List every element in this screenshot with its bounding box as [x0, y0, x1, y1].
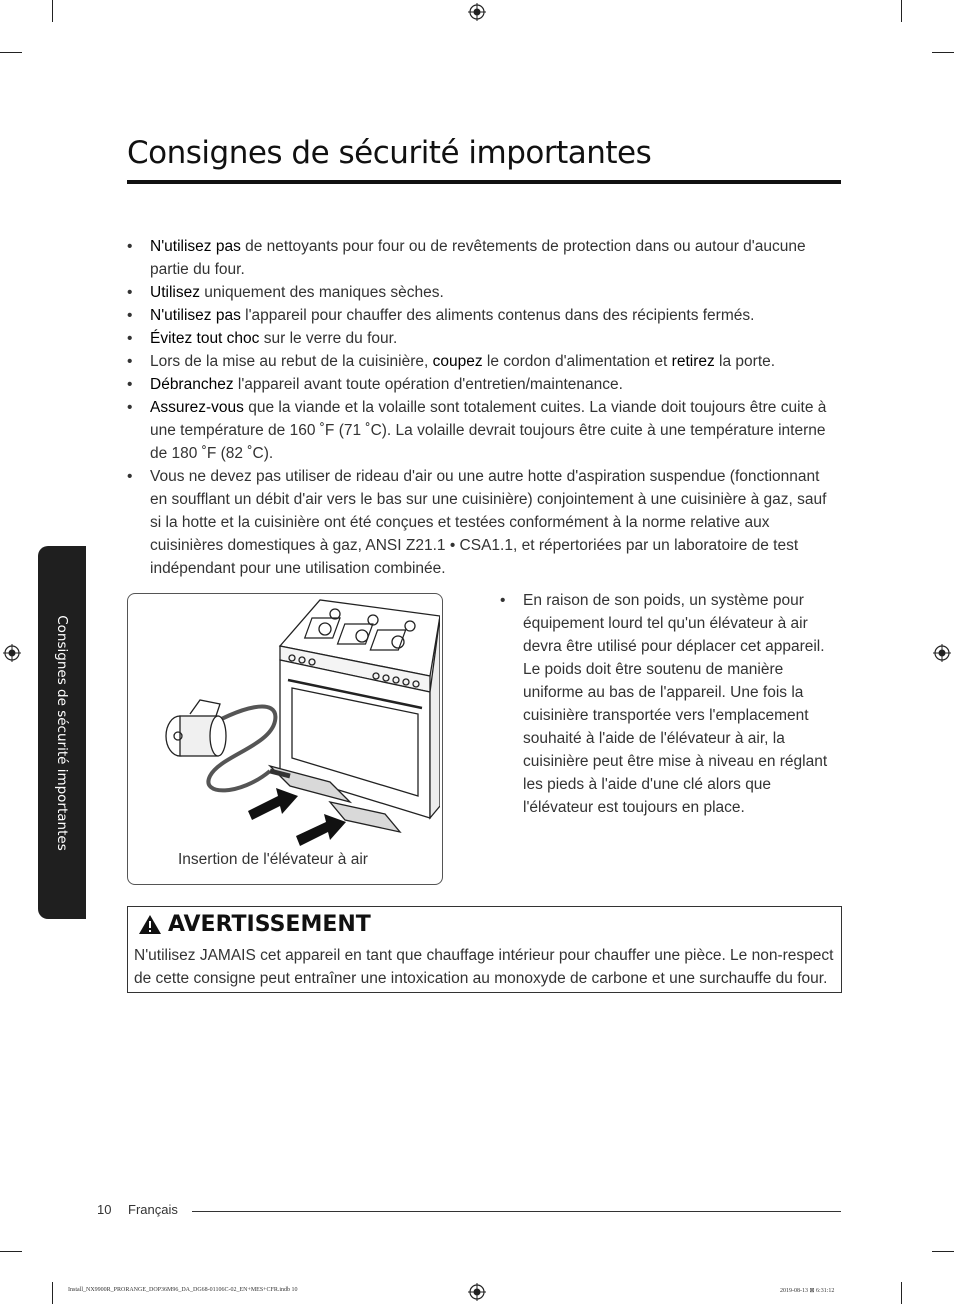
print-file-info: Install_NX9900R_PRORANGE_DOP36M96_DA_DG68-01106C-02_EN+MES+CFR.indb 10	[68, 1287, 298, 1293]
registration-mark-icon	[468, 3, 486, 21]
bullet-text: l'appareil avant toute opération d'entretien/maintenance.	[233, 376, 623, 393]
bullet-lead: retirez	[671, 353, 715, 370]
footer-language: Français	[128, 1202, 178, 1217]
bullet-lead: N'utilisez pas	[150, 307, 241, 324]
print-timestamp: 2019-08-13 ⊠ 6:31:12	[780, 1288, 835, 1294]
bullet-lead: Utilisez	[150, 284, 200, 301]
list-item	[127, 327, 839, 350]
bullet-lead: Assurez-vous	[150, 399, 244, 416]
figure-caption: Insertion de l'élévateur à air	[178, 851, 368, 868]
bullet-text: sur le verre du four.	[259, 330, 398, 347]
bullet-text: de nettoyants pour four ou de revêtements de protection dans ou autour d'aucune partie du four.	[150, 238, 806, 278]
bullet-text: le cordon d'alimentation et	[482, 353, 672, 370]
crop-mark	[0, 1251, 22, 1252]
registration-mark-icon	[3, 644, 21, 662]
bullet-lead: Débranchez	[150, 376, 234, 393]
side-tab	[38, 546, 86, 919]
crop-mark	[0, 52, 22, 53]
warning-text: N'utilisez JAMAIS cet appareil en tant que chauffage intérieur pour chauffer une pièce. Le non-respect de cette consigne peut entraîner une intoxication au monoxyde de carbone et une surchauffe du four.	[134, 947, 834, 987]
crop-mark	[52, 0, 53, 22]
page-number: 10	[97, 1202, 112, 1217]
crop-mark	[901, 0, 902, 22]
title-rule	[127, 180, 841, 184]
list-item	[127, 373, 839, 396]
crop-mark	[52, 1282, 53, 1304]
air-lift-note	[500, 589, 840, 819]
list-item	[127, 304, 839, 327]
bullet-text: que la viande et la volaille sont totalement cuites. La viande doit toujours être cuite à une température de 160 ˚F (71 ˚C). La volaille devrait toujours être cuite à une température interne de 180 ˚F (82 ˚C).	[150, 399, 827, 462]
list-item	[127, 465, 839, 580]
bullet-text: Vous ne devez pas utiliser de rideau d'air ou une autre hotte d'aspiration suspendue (fonctionnant en soufflant un débit d'air vers le bas sur une cuisinière) conjointement à une cuisinière à gaz, sauf si la hotte et la cuisinière ont été conçues et testées conformément à la norme relative aux cuisinières domestiques à gaz, ANSI Z21.1 • CSA1.1, et répertoriées par un laboratoire de test indépendant pour une utilisation combinée.	[150, 468, 827, 577]
page-title: Consignes de sécurité importantes	[127, 135, 652, 171]
footer-rule	[192, 1211, 841, 1212]
side-tab-label: Consignes de sécurité importantes	[54, 614, 70, 851]
warning-heading-text: AVERTISSEMENT	[168, 912, 371, 937]
bullet-lead: coupez	[432, 353, 483, 370]
safety-list	[127, 235, 839, 580]
bullet-lead: Évitez tout choc	[150, 330, 260, 347]
list-item	[127, 396, 839, 465]
registration-mark-icon	[468, 1283, 486, 1301]
bullet-lead: N'utilisez pas	[150, 238, 241, 255]
crop-mark	[932, 52, 954, 53]
bullet-text: l'appareil pour chauffer des aliments contenus dans des récipients fermés.	[240, 307, 755, 324]
air-lift-illustration	[130, 596, 440, 846]
crop-mark	[901, 1282, 902, 1304]
list-item: • En raison de son poids, un système pour équipement lourd tel qu'un élévateur à air devra être utilisé pour déplacer cet appareil. Le poids doit être soutenu de manière uniforme au bas de l'appareil. Une fois la cuisinière transportée vers l'emplacement souhaité à l'aide de l'élévateur à air, la cuisinière peut être mise à niveau en réglant les pieds à l'aide d'une clé alors que l'élévateur est toujours en place.	[500, 589, 840, 819]
list-item	[127, 281, 839, 304]
registration-mark-icon	[933, 644, 951, 662]
list-item	[127, 350, 839, 373]
bullet-text: la porte.	[714, 353, 776, 370]
list-item	[127, 235, 839, 281]
bullet-text: Lors de la mise au rebut de la cuisinière,	[150, 353, 433, 370]
warning-triangle-icon	[138, 914, 162, 935]
bullet-text: uniquement des maniques sèches.	[199, 284, 444, 301]
warning-heading	[138, 912, 371, 937]
crop-mark	[932, 1251, 954, 1252]
